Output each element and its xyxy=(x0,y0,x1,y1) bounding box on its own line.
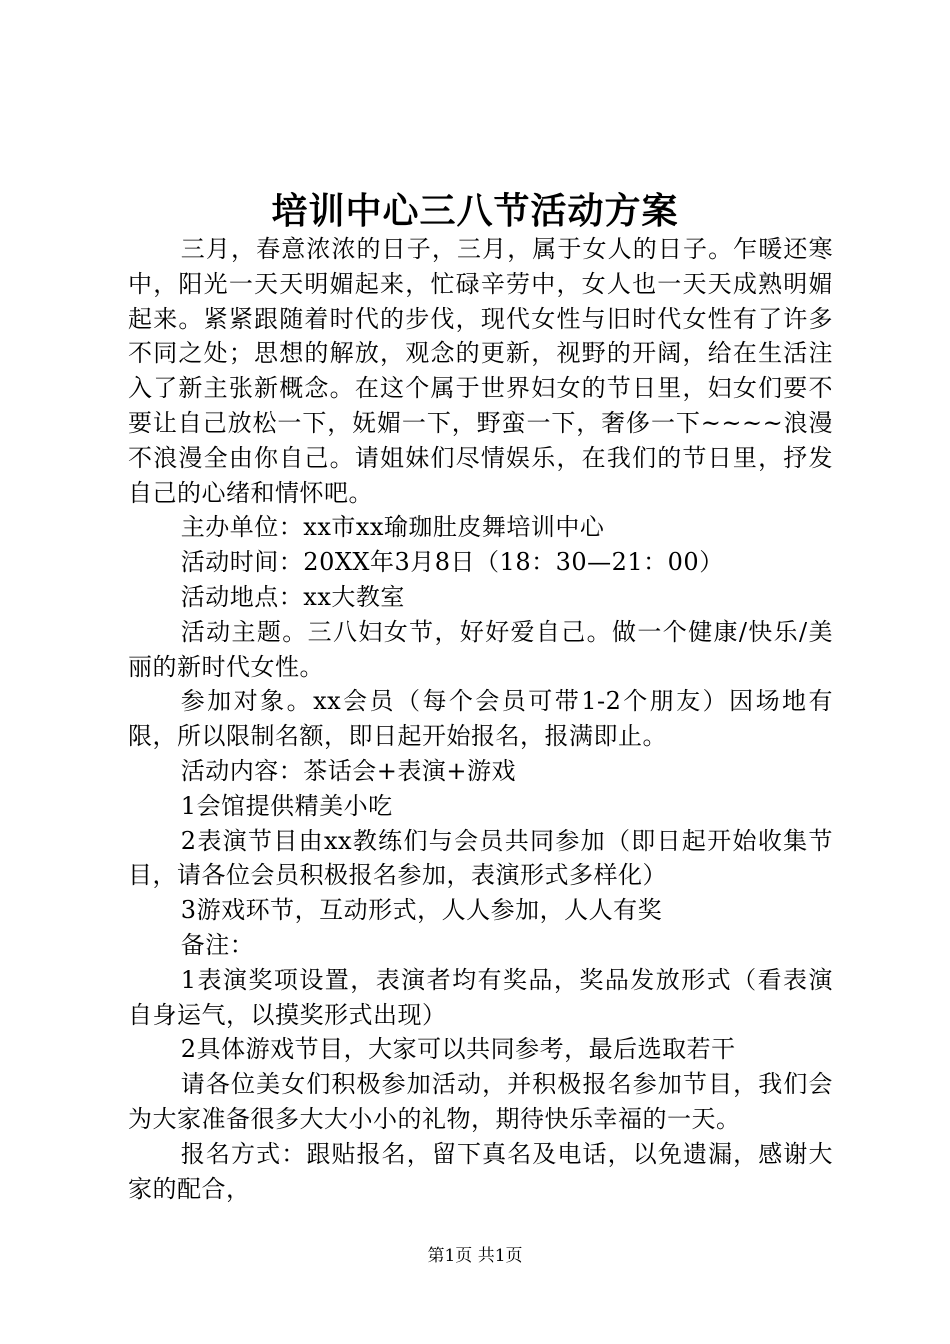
event-time-line: 活动时间：20XX年3月8日（18：30—21：00） xyxy=(180,548,724,577)
invitation-paragraph: 请各位美女们积极参加活动，并积极报名参加节目，我们会为大家准备很多大大小小的礼物，期待快乐幸福的一天。 xyxy=(128,1070,833,1133)
document-title: 培训中心三八节活动方案 xyxy=(271,190,679,232)
content-item: 2表演节目由xx教练们与会员共同参加（即日起开始收集节目，请各位会员积极报名参加，表演形式多样化） xyxy=(128,826,833,890)
note-item: 2具体游戏节目，大家可以共同参考，最后选取若干 xyxy=(180,1035,736,1064)
organizer-line: 主办单位：xx市xx瑜珈肚皮舞培训中心 xyxy=(180,513,605,542)
page-footer: 第1页 共1页 xyxy=(427,1246,523,1266)
content-item: 3游戏环节，互动形式，人人参加，人人有奖 xyxy=(180,896,663,925)
event-content-line: 活动内容：茶话会+表演+游戏 xyxy=(180,756,517,785)
participants-paragraph: 参加对象。xx会员（每个会员可带1-2个朋友）因场地有限，所以限制名额，即日起开始报名，报满即止。 xyxy=(128,687,833,751)
event-location-line: 活动地点：xx大教室 xyxy=(180,582,405,611)
intro-paragraph: 三月，春意浓浓的日子，三月，属于女人的日子。乍暖还寒中，阳光一天天明媚起来，忙碌辛劳中，女人也一天天成熟明媚起来。紧紧跟随着时代的步伐，现代女性与旧时代女性有了许多不同之处；思想的解放，观念的更新，视野的开阔，给在生活注入了新主张新概念。在这个属于世界妇女的节日里，妇女们要不要让自己放松一下，妩媚一下，野蛮一下，奢侈一下~~~~浪漫不浪漫全由你自己。请姐妹们尽情娱乐，在我们的节日里，抒发自己的心绪和情怀吧。 xyxy=(128,235,833,507)
content-item: 1会馆提供精美小吃 xyxy=(180,791,393,820)
notes-heading: 备注： xyxy=(180,930,255,959)
document-body xyxy=(128,232,833,1206)
registration-paragraph: 报名方式：跟贴报名，留下真名及电话，以免遗漏，感谢大家的配合， xyxy=(128,1139,833,1203)
event-theme-paragraph: 活动主题。三八妇女节，好好爱自己。做一个健康/快乐/美丽的新时代女性。 xyxy=(128,617,833,681)
note-item: 1表演奖项设置，表演者均有奖品，奖品发放形式（看表演自身运气，以摸奖形式出现） xyxy=(128,965,833,1029)
